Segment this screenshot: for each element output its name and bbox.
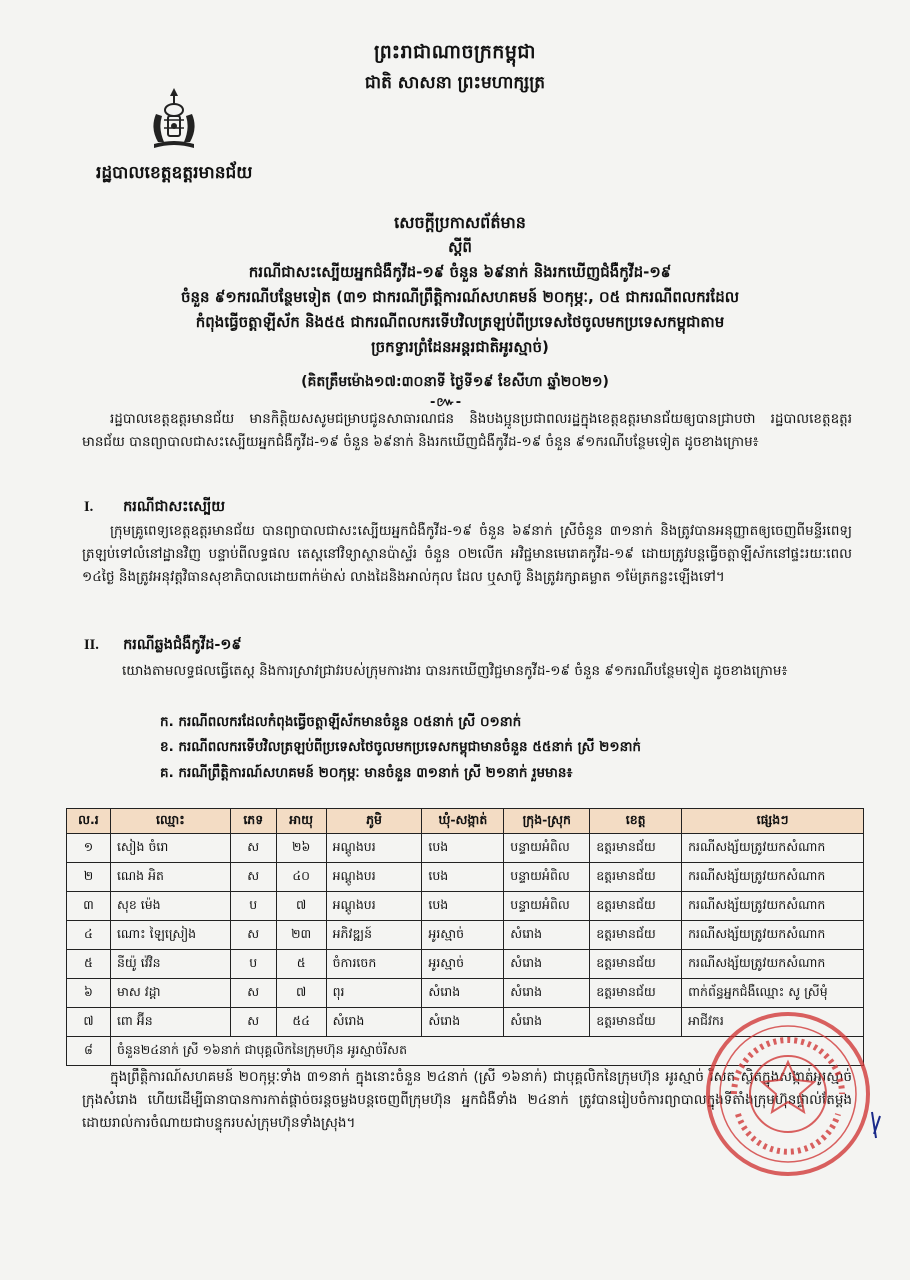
cell-group-summary: ចំនួន២៤នាក់ ស្រី ១៦នាក់ ជាបុគ្គលិកនៃក្រុមហ៊ុន អូរស្មាច់រីសត <box>110 1037 863 1066</box>
cell-age: ៥ <box>276 950 326 979</box>
cell-name: នីយ៉ូ វ៉េវិន <box>110 950 230 979</box>
cell-province: ឧត្តរមានជ័យ <box>590 921 682 950</box>
section-1-heading <box>84 498 225 519</box>
section-1-number: I. <box>84 499 94 515</box>
cell-sex: ស <box>230 979 276 1008</box>
kingdom-heading: ព្រះរាជាណាចក្រកម្ពុជា <box>374 41 536 63</box>
col-header-notes: ផ្សេងៗ <box>682 809 864 834</box>
table-row <box>67 892 864 921</box>
section-2-heading <box>84 636 242 657</box>
cell-district: បន្ទាយអំពិល <box>504 863 590 892</box>
cell-notes: ករណីសង្ស័យត្រូវយកសំណាក <box>682 892 864 921</box>
cell-district: បន្ទាយអំពិល <box>504 834 590 863</box>
cell-district: សំរោង <box>504 921 590 950</box>
cell-name: សុខ ម៉េង <box>110 892 230 921</box>
cell-no: ៨ <box>67 1037 111 1066</box>
provincial-administration: រដ្ឋបាលខេត្តឧត្តរមានជ័យ <box>96 163 253 183</box>
table-row <box>67 950 864 979</box>
col-header-village: ភូមិ <box>326 809 422 834</box>
cell-commune: បេង <box>422 892 504 921</box>
cell-age: ៧ <box>276 979 326 1008</box>
col-header-district: ក្រុង-ស្រុក <box>504 809 590 834</box>
table-row <box>67 979 864 1008</box>
cell-no: ៧ <box>67 1008 111 1037</box>
cell-village: ចំការចេក <box>326 950 422 979</box>
cell-age: ២៣ <box>276 921 326 950</box>
title-line-5: កំពុងធ្វើចត្តាឡីស័ក និង៥៥ ជាករណីពលករទើបវិលត្រឡប់ពីប្រទេសថៃចូលមកប្រទេសកម្ពុជាតាម <box>195 313 725 331</box>
cell-village: អណ្តូងបរ <box>326 834 422 863</box>
national-motto: ជាតិ សាសនា ព្រះមហាក្សត្រ <box>364 73 546 93</box>
cell-district: សំរោង <box>504 979 590 1008</box>
cell-sex: ប <box>230 892 276 921</box>
intro-paragraph: រដ្ឋបាលខេត្តឧត្តរមានជ័យ មានកិត្តិយសសូមជម្រាបជូនសាធារណជន និងបងប្អូនប្រជាពលរដ្ឋក្នុងខេត្តឧត្តរមានជ័យឲ្យបានជ្រាបថា រដ្ឋបាលខេត្តឧត្តរមានជ័យ បានព្យាបាលជាសះស្បើយអ្នកជំងឺកូវីដ-១៩ ចំនួន ៦៩នាក់ និងរកឃើញជំងឺកូវីដ-១៩ ចំនួន ៩១ករណីបន្ថែមទៀត ដូចខាងក្រោម៖ <box>82 411 852 450</box>
col-header-no: ល.រ <box>67 809 111 834</box>
cell-notes: ករណីសង្ស័យត្រូវយកសំណាក <box>682 834 864 863</box>
cell-sex: ស <box>230 863 276 892</box>
cell-province: ឧត្តរមានជ័យ <box>590 863 682 892</box>
closing-paragraph: ក្នុងព្រឹត្តិការណ៍សហគមន៍ ២០កុម្ភៈទាំង ៣១នាក់ ក្នុងនោះចំនួន ២៤នាក់ (ស្រី ១៦នាក់) ជាបុគ្គលិកនៃក្រុមហ៊ុន អូរស្មាច់ រីសត ស្ថិតក្នុងសង្កាត់អូរស្មាច់ ក្រុងសំរោង ហើយដើម្បីធានាបានការកាត់ផ្តាច់ចរន្តចម្លងបន្តចេញពីក្រុមហ៊ុន អ្នកជំងឺទាំង ២៤នាក់ ត្រូវបានរៀបចំការព្យាបាលក្នុងទីតាំងក្រុមហ៊ុនផ្ទាល់តែម្តង ដោយរាល់ការចំណាយជាបន្ទុករបស់ក្រុមហ៊ុនទាំងស្រុង។ <box>82 1069 852 1131</box>
as-of-date: (គិតត្រឹមម៉ោង១៧:៣០នាទី ថ្ងៃទី១៩ ខែសីហា ឆ្នាំ២០២១) <box>301 374 609 390</box>
title-line-3: ករណីជាសះស្បើយអ្នកជំងឺកូវីដ-១៩ ចំនួន ៦៩នាក់ និងរកឃើញជំងឺកូវីដ-១៩ <box>248 263 672 281</box>
official-seal-icon <box>704 1010 872 1178</box>
col-header-name: ឈ្មោះ <box>110 809 230 834</box>
title-line-4: ចំនួន ៩១ករណីបន្ថែមទៀត (៣១ ជាករណីព្រឹត្តិការណ៍សហគមន៍ ២០កុម្ភៈ, ០៥ ជាករណីពលករដែល <box>180 288 739 306</box>
section-2-number: II. <box>84 637 99 653</box>
cell-village: សំរោង <box>326 1008 422 1037</box>
section-1-title: ករណីជាសះស្បើយ <box>123 499 226 515</box>
cell-notes: ករណីសង្ស័យត្រូវយកសំណាក <box>682 950 864 979</box>
ornament: -៚- <box>430 395 463 410</box>
cell-no: ១ <box>67 834 111 863</box>
cell-no: ៥ <box>67 950 111 979</box>
cell-name: សៀង ចំរោ <box>110 834 230 863</box>
cell-province: ឧត្តរមានជ័យ <box>590 979 682 1008</box>
cell-no: ៤ <box>67 921 111 950</box>
table-row <box>67 834 864 863</box>
cell-name: ពោ អ៊ីន <box>110 1008 230 1037</box>
cell-village: ពុរ <box>326 979 422 1008</box>
cell-village: អណ្តូងបរ <box>326 892 422 921</box>
list-item: ក. ករណីពលករដែលកំពុងធ្វើចត្តាឡីស័កមានចំនួន ០៥នាក់ ស្រី ០១នាក់ <box>160 714 522 730</box>
cell-commune: សំរោង <box>422 979 504 1008</box>
cell-no: ៦ <box>67 979 111 1008</box>
list-item: គ. ករណីព្រឹត្តិការណ៍សហគមន៍ ២០កុម្ភៈ មានចំនួន ៣១នាក់ ស្រី ២១នាក់ រួមមាន៖ <box>160 765 573 781</box>
cell-name: មាស វដ្តា <box>110 979 230 1008</box>
cell-sex: ប <box>230 950 276 979</box>
section-1-body: ក្រុមគ្រូពេទ្យខេត្តឧត្តរមានជ័យ បានព្យាបាលជាសះស្បើយអ្នកជំងឺកូវីដ-១៩ ចំនួន ៦៩នាក់ ស្រីចំនួន ៣១នាក់ និងត្រូវបានអនុញ្ញាតឲ្យចេញពីមន្ទីរពេទ្យត្រឡប់ទៅលំនៅដ្ឋានវិញ បន្ទាប់ពីលទ្ធផល តេស្តនៅវិទ្យាស្ថានប៉ាស្ទ័រ ចំនួន ០២លើក អវិជ្ជមានមេរោគកូវីដ-១៩ ដោយត្រូវបន្តធ្វើចត្តាឡីស័កនៅផ្ទះរយៈពេល ១៤ថ្ងៃ និងត្រូវអនុវត្តវិធានសុខាភិបាលដោយពាក់ម៉ាស់ លាងដៃនិងអាល់កុល ដែល ឬសាប៊ូ និងត្រូវរក្សាគម្លាត ១ម៉ែត្រកន្លះឡើងទៅ។ <box>82 523 852 585</box>
cell-age: ៥៤ <box>276 1008 326 1037</box>
cell-commune: សំរោង <box>422 1008 504 1037</box>
cell-age: ៤០ <box>276 863 326 892</box>
cell-age: ៧ <box>276 892 326 921</box>
cell-age: ២៦ <box>276 834 326 863</box>
title-line-2: ស្តីពី <box>448 238 472 256</box>
cell-village: អណ្តូងបរ <box>326 863 422 892</box>
cell-province: ឧត្តរមានជ័យ <box>590 892 682 921</box>
signature-mark-icon <box>866 1110 886 1140</box>
cell-district: បន្ទាយអំពិល <box>504 892 590 921</box>
cell-province: ឧត្តរមានជ័យ <box>590 834 682 863</box>
cell-commune: បេង <box>422 834 504 863</box>
cell-district: សំរោង <box>504 950 590 979</box>
cell-notes: ករណីសង្ស័យត្រូវយកសំណាក <box>682 921 864 950</box>
col-header-province: ខេត្ត <box>590 809 682 834</box>
section-2-title: ករណីឆ្លងជំងឺកូវីដ-១៩ <box>123 637 242 653</box>
cell-commune: អូរស្មាច់ <box>422 921 504 950</box>
cell-commune: បេង <box>422 863 504 892</box>
document-title <box>80 210 840 360</box>
cell-notes: អាជីវករ <box>682 1008 864 1037</box>
list-item: ខ. ករណីពលករទើបវិលត្រឡប់ពីប្រទេសថៃចូលមកប្រទេសកម្ពុជាមានចំនួន ៥៥នាក់ ស្រី ២១នាក់ <box>160 739 642 755</box>
cell-sex: ស <box>230 834 276 863</box>
col-header-age: អាយុ <box>276 809 326 834</box>
col-header-sex: ភេទ <box>230 809 276 834</box>
cell-sex: ស <box>230 1008 276 1037</box>
cell-notes: ពាក់ព័ន្ធអ្នកជំងឺឈ្មោះ សូ ស្រីមុំ <box>682 979 864 1008</box>
royal-emblem-icon <box>144 84 204 154</box>
section-2-body: យោងតាមលទ្ធផលធ្វើតេស្ត និងការស្រាវជ្រាវរបស់ក្រុមការងារ បានរកឃើញវិជ្ជមានកូវីដ-១៩ ចំនួន ៩១ករណីបន្ថែមទៀត ដូចខាងក្រោម៖ <box>122 663 788 679</box>
cell-commune: អូរស្មាច់ <box>422 950 504 979</box>
title-line-6: ច្រកទ្វារព្រំដែនអន្តរជាតិអូរស្មាច់) <box>371 338 549 356</box>
cell-province: ឧត្តរមានជ័យ <box>590 950 682 979</box>
cell-name: ណោះ ឡៃស្រៀង <box>110 921 230 950</box>
cell-village: អភិវឌ្ឍន៍ <box>326 921 422 950</box>
table-row <box>67 863 864 892</box>
cell-notes: ករណីសង្ស័យត្រូវយកសំណាក <box>682 863 864 892</box>
cell-no: ២ <box>67 863 111 892</box>
col-header-commune: ឃុំ-សង្កាត់ <box>422 809 504 834</box>
table-header-row <box>67 809 864 834</box>
table-row <box>67 921 864 950</box>
cell-province: ឧត្តរមានជ័យ <box>590 1008 682 1037</box>
title-line-1: សេចក្តីប្រកាសព័ត៌មាន <box>394 213 526 232</box>
cell-district: សំរោង <box>504 1008 590 1037</box>
cell-no: ៣ <box>67 892 111 921</box>
cell-name: ណេង អិត <box>110 863 230 892</box>
cell-sex: ស <box>230 921 276 950</box>
